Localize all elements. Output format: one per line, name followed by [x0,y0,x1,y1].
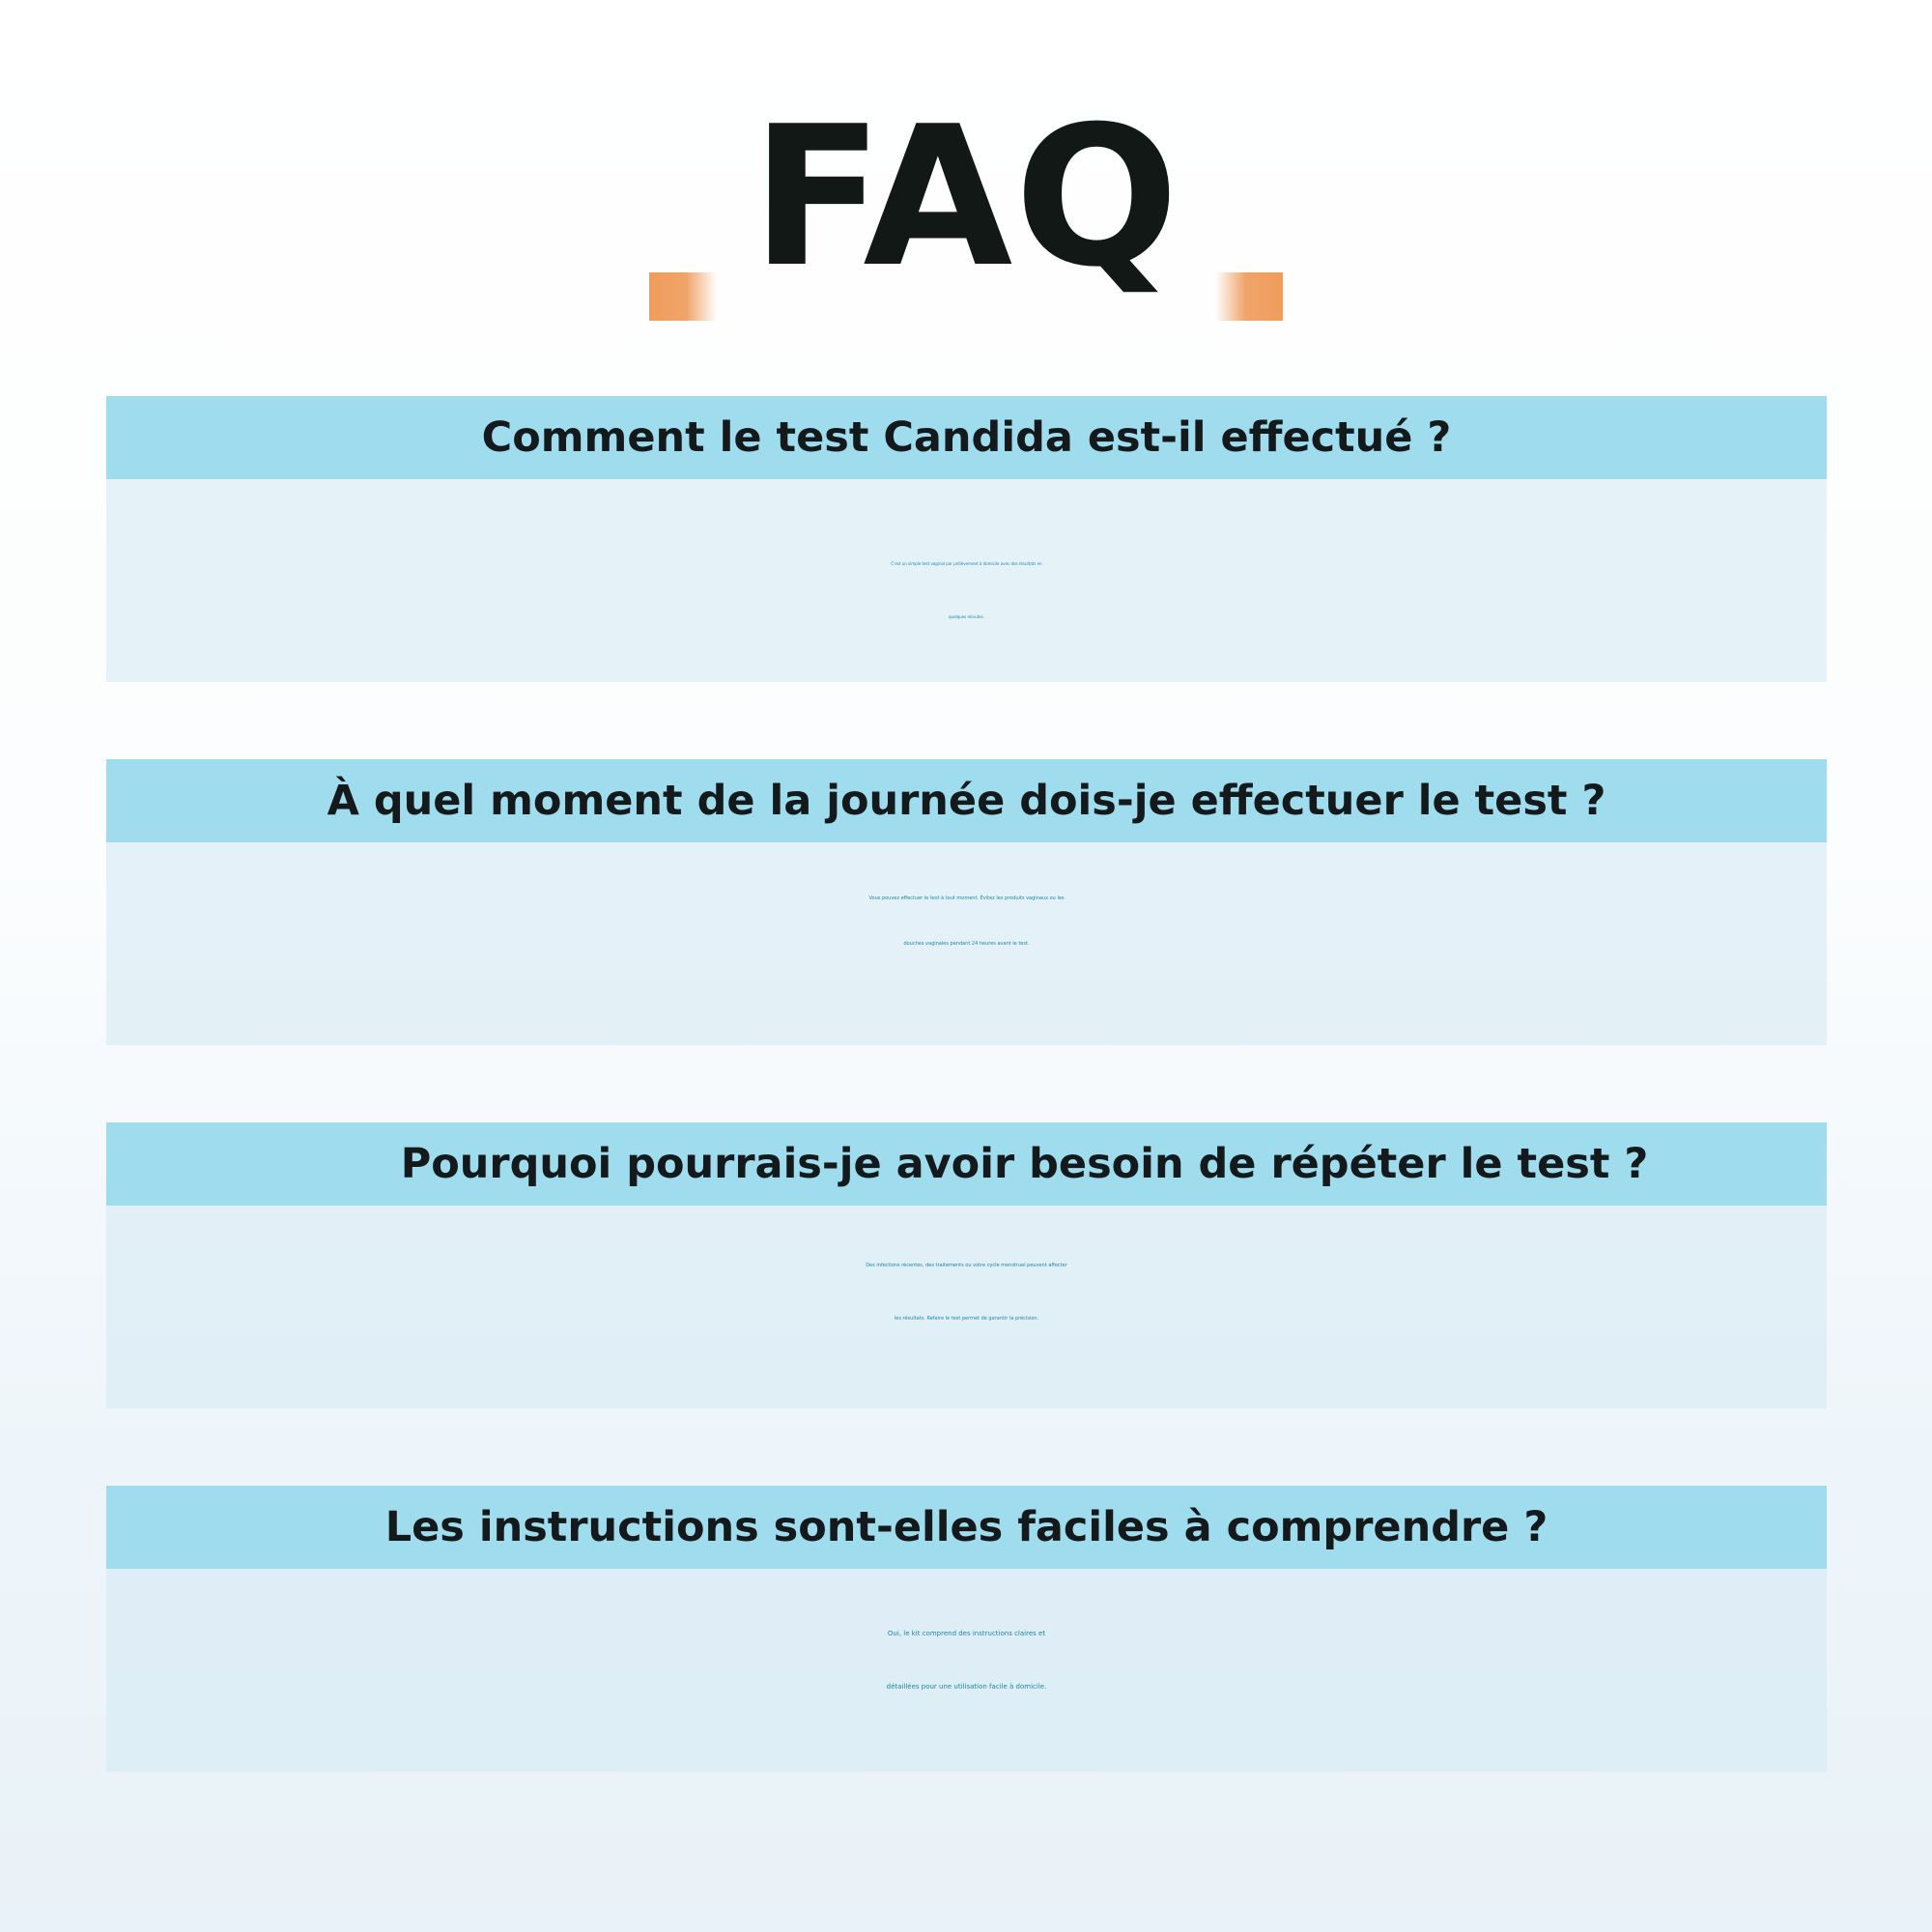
faq-question-text: Comment le test Candida est-il effectué ? [481,413,1452,462]
faq-question-band [106,396,1827,479]
faq-answer-line: Des infections récentes, des traitements ou votre cycle menstruel peuvent affecter [866,1263,1067,1268]
faq-answer-text [48,1607,1885,1714]
faq-answer-panel [106,842,1827,1045]
faq-answer-line: les résultats. Refaire le test permet de garantir la précision. [894,1316,1039,1321]
faq-question-text: Pourquoi pourrais-je avoir besoin de répéter le test ? [400,1140,1649,1188]
faq-answer-line: C'est un simple test vaginal par prélèvement à domicile avec des résultats en [891,561,1042,566]
faq-item-1 [106,396,1827,682]
faq-item-4 [106,1486,1827,1772]
page-title: FAQ [751,85,1181,310]
faq-question-text: À quel moment de la journée dois-je effectuer le test ? [327,777,1606,825]
faq-answer-line: Vous pouvez effectuer le test à tout moment. Évitez les produits vaginaux ou les [868,895,1065,901]
faq-answer-line: détaillées pour une utilisation facile à domicile. [886,1683,1047,1690]
faq-answer-panel [106,1206,1827,1408]
faq-answer-panel [106,479,1827,682]
faq-question-band [106,1122,1827,1206]
faq-item-2 [106,759,1827,1045]
faq-answer-panel [106,1569,1827,1772]
faq-answer-line: Oui, le kit comprend des instructions claires et [887,1630,1046,1637]
faq-answer-text [48,1239,1885,1346]
faq-item-3 [106,1122,1827,1408]
faq-question-text: Les instructions sont-elles faciles à comprendre ? [384,1503,1548,1551]
faq-answer-line: douches vaginales pendant 24 heures avant le test. [903,941,1030,947]
faq-question-band [106,759,1827,842]
faq-answer-text [48,876,1885,967]
faq-answer-line: quelques minutes. [949,614,984,619]
faq-question-band [106,1486,1827,1569]
faq-answer-text [48,537,1885,643]
